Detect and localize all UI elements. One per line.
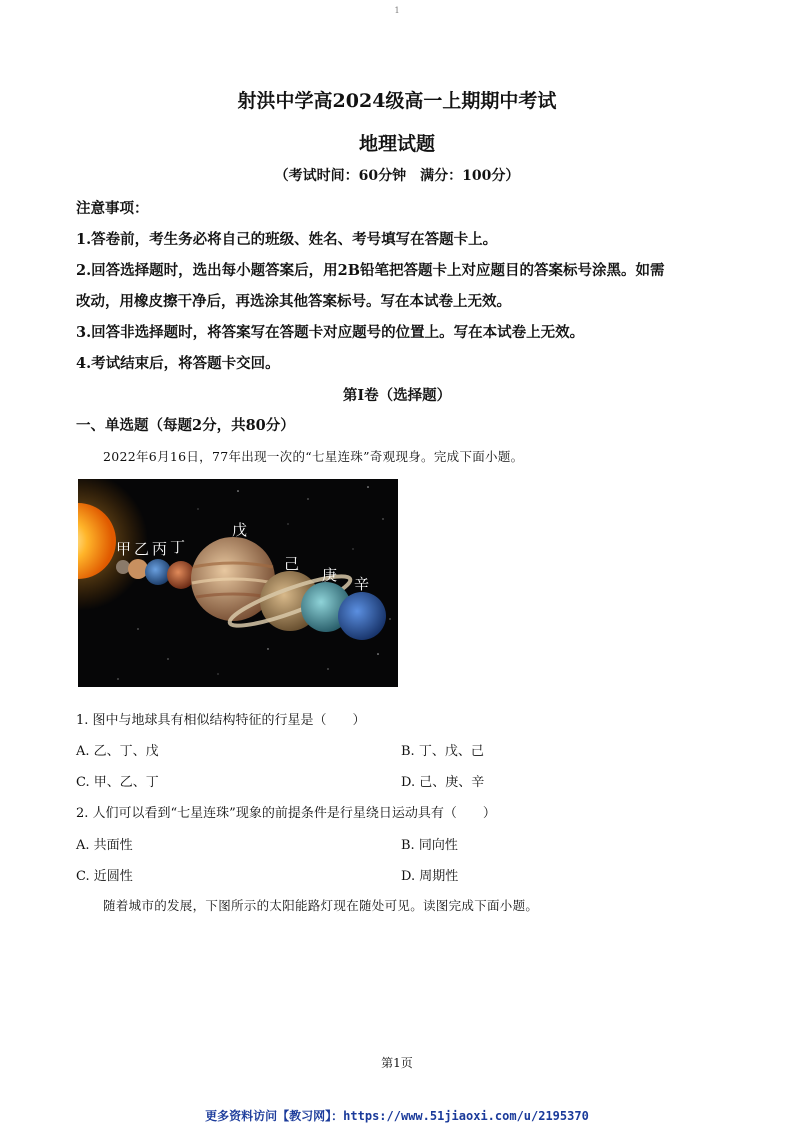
section-title: 第Ⅰ卷（选择题） [342,387,452,404]
solar-system-figure [78,479,398,687]
planet-label: 丙 [152,540,168,558]
answer-option: A. 共面性 [76,838,133,853]
question-stem: 1. 图中与地球具有相似结构特征的行星是（ ） [76,713,366,728]
notice-item: 2.回答选择题时，选出每小题答案后，用2B铅笔把答题卡上对应题目的答案标号涂黑。如需 [76,262,665,279]
planet-venus [128,559,148,579]
page-top-mark: 1 [394,6,400,15]
planet-mercury [116,560,130,574]
planet-label: 丁 [170,538,186,556]
exam-title: 射洪中学高2024级高一上期期中考试 [237,90,557,112]
exam-subtitle: 地理试题 [358,133,435,155]
answer-option: B. 丁、戊、己 [401,744,484,759]
notice-item: 4.考试结束后，将答题卡交回。 [76,355,280,372]
part-heading: 一、单选题（每题2分，共80分） [76,417,295,434]
answer-option: D. 周期性 [401,869,459,884]
notice-item: 3.回答非选择题时，将答案写在答题卡对应题号的位置上。写在本试卷上无效。 [76,324,585,341]
planet-earth [145,559,171,585]
answer-option: C. 近圆性 [76,869,133,884]
question-stem: 2. 人们可以看到“七星连珠”现象的前提条件是行星绕日运动具有（ ） [76,806,496,821]
planet-neptune [338,592,386,640]
exam-info: （考试时间：60分钟 满分：100分） [274,168,520,184]
passage-intro: 随着城市的发展，下图所示的太阳能路灯现在随处可见。读图完成下面小题。 [103,898,539,913]
planet-illustration [78,479,398,687]
passage-intro: 2022年6月16日，77年出现一次的“七星连珠”奇观现身。完成下面小题。 [103,449,524,464]
answer-option: B. 同向性 [401,838,458,853]
planet-label: 庚 [322,566,338,584]
notice-item: 改动，用橡皮擦干净后，再选涂其他答案标号。写在本试卷上无效。 [76,293,511,310]
notice-item: 1.答卷前，考生务必将自己的班级、姓名、考号填写在答题卡上。 [76,231,498,248]
answer-option: C. 甲、乙、丁 [76,775,159,790]
planet-label: 戊 [232,521,248,539]
page-number: 第1页 [381,1056,413,1070]
planet-label: 乙 [134,540,150,558]
planet-label: 甲 [116,540,132,558]
planet-label: 辛 [354,575,370,593]
footer-link[interactable]: 更多资料访问【教习网】：https://www.51jiaoxi.com/u/2195370 [205,1109,589,1123]
planet-label: 己 [284,555,300,573]
answer-option: D. 己、庚、辛 [401,775,485,790]
notice-heading: 注意事项： [76,200,149,217]
answer-option: A. 乙、丁、戊 [76,744,159,759]
planet-mars [167,561,195,589]
notice-block [76,193,726,379]
